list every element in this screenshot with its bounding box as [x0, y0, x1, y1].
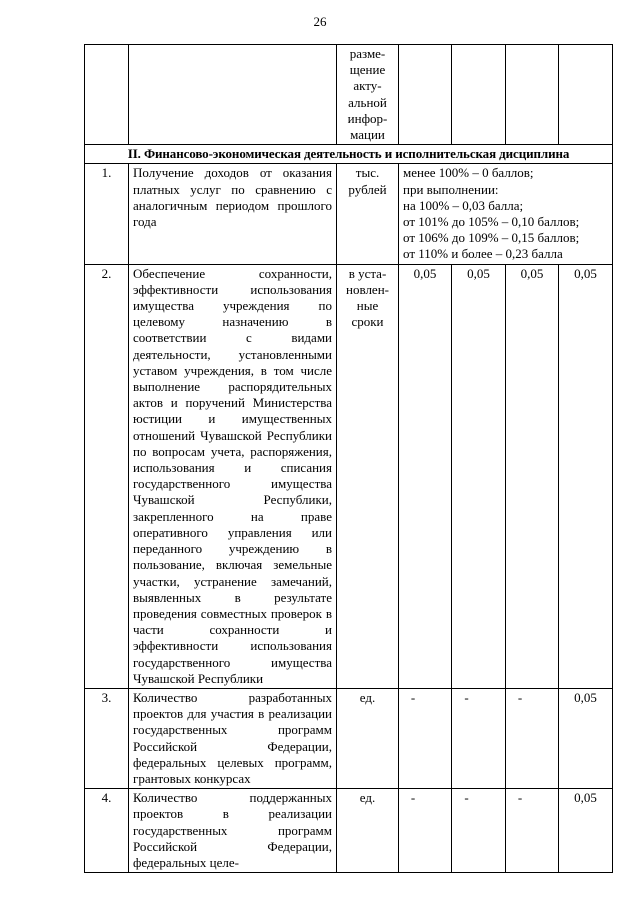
- table-row: [85, 688, 613, 788]
- row-number: 4.: [85, 789, 129, 873]
- value-cell: 0,05: [399, 264, 452, 688]
- row-number: 2.: [85, 264, 129, 688]
- value-cell: -: [506, 789, 559, 873]
- unit-cell: ед.: [337, 688, 399, 788]
- value-cell: [559, 45, 613, 145]
- value-cell: 0,05: [452, 264, 506, 688]
- table-row: [85, 164, 613, 264]
- table-row: [85, 45, 613, 145]
- value-cell: 0,05: [559, 688, 613, 788]
- indicator-name: Обеспечение сохранности, эффективности использования имущества учреждения по целевому назначению в соответствии с видами деятельности, установленными уставом учреждения, в том числе выполнение распорядительных актов и поручений Министерства юстиции и имущественных отношений Чувашской Республики по вопросам учета, распоряжения, использования и списания государственного имущества Чувашской Республики, закрепленного на праве оперативного управления или переданного учреждению в пользование, включая земельные участки, устранение замечаний, выявленных в результате проведения совместных проверок в части сохранности и эффективности использования государственного имущества Чувашской Республики: [129, 264, 337, 688]
- num-cell: [85, 45, 129, 145]
- value-cell: [399, 45, 452, 145]
- value-cell: 0,05: [559, 789, 613, 873]
- section-heading: II. Финансово-экономическая деятельность и исполнительская дисциплина: [85, 145, 613, 164]
- indicator-name: Получение доходов от оказания платных услуг по сравнению с аналогичным периодом прошлого года: [129, 164, 337, 264]
- criteria-table: [84, 44, 613, 873]
- row-number: 1.: [85, 164, 129, 264]
- value-cell: -: [506, 688, 559, 788]
- unit-cell: в уста- новлен- ные сроки: [337, 264, 399, 688]
- criteria-cell: менее 100% – 0 баллов; при выполнении: на 100% – 0,03 балла; от 101% до 105% – 0,10 баллов; от 106% до 109% – 0,15 баллов; от 110% и более – 0,23 балла: [399, 164, 613, 264]
- value-cell: -: [399, 789, 452, 873]
- value-cell: -: [452, 688, 506, 788]
- table-row: [85, 789, 613, 873]
- unit-cell: ед.: [337, 789, 399, 873]
- value-cell: -: [399, 688, 452, 788]
- value-cell: -: [452, 789, 506, 873]
- value-cell: 0,05: [559, 264, 613, 688]
- indicator-name: Количество разработанных проектов для участия в реализации государственных программ Российской Федерации, федеральных целевых программ, грантовых конкурсах: [129, 688, 337, 788]
- unit-cell: разме- щение акту- альной инфор- мации: [337, 45, 399, 145]
- page-number: 26: [313, 14, 327, 29]
- indicator-name: Количество поддержанных проектов в реализации государственных программ Российской Федерации, федеральных целе-: [129, 789, 337, 873]
- value-cell: [452, 45, 506, 145]
- row-number: 3.: [85, 688, 129, 788]
- value-cell: [506, 45, 559, 145]
- name-cell: [129, 45, 337, 145]
- value-cell: 0,05: [506, 264, 559, 688]
- section-row: [85, 145, 613, 164]
- table-row: [85, 264, 613, 688]
- unit-cell: тыс. рублей: [337, 164, 399, 264]
